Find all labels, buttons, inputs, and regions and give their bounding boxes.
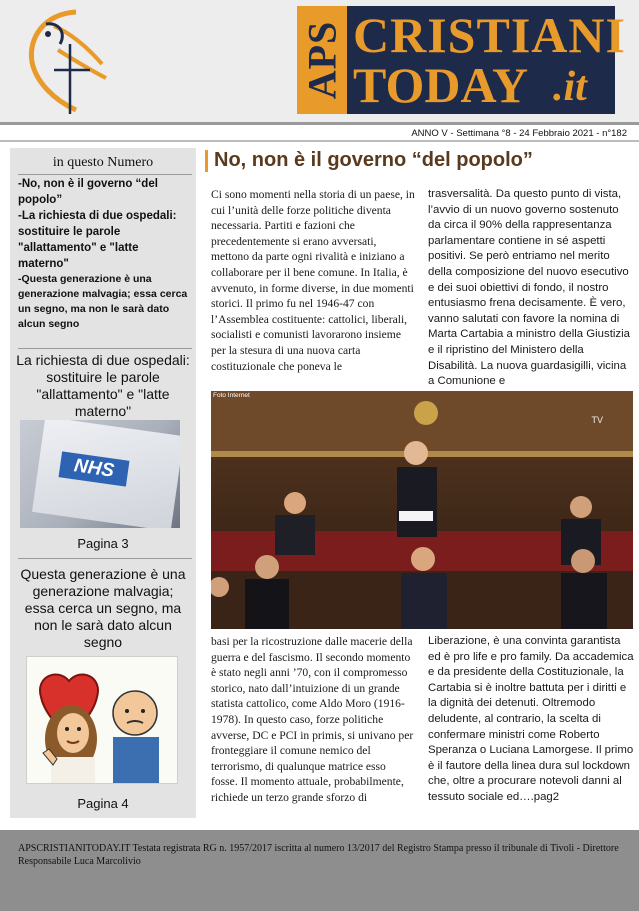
fish-cross-logo-icon	[14, 4, 114, 116]
article-column-2: trasversalità. Da questo punto di vista, l’avvio di un nuovo governo sostenuto da circa il 90% della rappresentanza parlamentare contiene in sé aspetti positivi. Se però entriamo nel merito della composizione del nuovo esecutivo e dei suoi obiettivi di fondo, il nostro entusiasmo frena decisamente. È vero, vanno salutati con favore la nomina di Marta Cartabia a ministro della Giustizia e il ripristino del Ministero della Disabilità. La nuova guardasigilli, vicina a Comunione e	[428, 188, 630, 388]
table-of-contents	[18, 176, 192, 332]
article-title[interactable]: No, non è il governo “del popolo”	[214, 149, 533, 171]
article-column-3: basi per la ricostruzione dalle macerie della guerra e del fascismo. Il secondo momento è stato negli anni ’70, con il compromesso storico, nato dall’intuizione di un grande statista cattolico, come Aldo Moro (1916-1978). In questo caso, forze politiche avverse, DC e PCI in primis, si univano per fronteggiare il comune nemico del terrorismo, di qualunque matrice esso fosse. Il momento attuale, probabilmente, richiede un terzo grande sforzo di	[211, 635, 414, 804]
masthead-cristiani: CRISTIANI	[353, 7, 626, 63]
footer-legal-text: APSCRISTIANITODAY.IT Testata registrata RG n. 1957/2017 iscritta al numero 13/2017 del Registro Stampa presso il tribunale di Tivoli - Direttore Responsabile Luca Marcolivio	[18, 843, 619, 867]
aps-label-box	[297, 6, 347, 114]
toc-item[interactable]: -La richiesta di due ospedali: sostituire le parole "allattamento" e "latte materno"	[18, 210, 177, 270]
article-column-4: Liberazione, è una convinta garantista ed è pro life e pro family. Da accademica e da presidente della Costituzionale, la Cartabia si è inoltre battuta per i diritti e la dignità dei detenuti. Oltremodo deludente, al contrario, la scelta di confermare ministri come Roberto Speranza o Luciana Lamorgese. Il primo è il fautore della linea dura sul lockdown che, oltre a procurare notevoli danni al tessuto sociale ed….pag2	[428, 635, 634, 803]
tv-logo: TV	[591, 415, 603, 425]
masthead-title-block	[297, 6, 626, 114]
issue-info: ANNO V - Settimana °8 - 24 Febbraio 2021 - n°182	[411, 128, 627, 139]
title-accent-bar	[205, 150, 208, 172]
masthead-header	[0, 0, 639, 124]
cartoon-image[interactable]	[26, 656, 178, 784]
sidebar-divider	[18, 558, 192, 559]
article-photo	[211, 391, 633, 629]
masthead-domain-suffix: .it	[553, 64, 587, 110]
photo-credit: Foto Internet	[213, 392, 250, 399]
aps-label: APS	[299, 20, 345, 100]
sidebar-heading: in questo Numero	[52, 155, 154, 170]
masthead-today: TODAY	[353, 57, 529, 113]
toc-item[interactable]: -Questa generazione è una generazione malvagia; essa cerca un segno, ma non le sarà dato alcun segno	[18, 273, 188, 330]
footer	[0, 830, 639, 911]
nhs-article-image[interactable]	[20, 420, 180, 528]
page-reference[interactable]: Pagina 4	[77, 796, 129, 811]
sidebar-divider	[18, 348, 192, 349]
header-divider	[0, 122, 639, 125]
header-divider-secondary	[0, 140, 639, 142]
toc-item[interactable]: -No, non è il governo “del popolo”	[18, 178, 158, 206]
article-column-1: Ci sono momenti nella storia di un paese, in cui l’unità delle forze politiche diventa necessaria. Partiti e fazioni che precedentemente si erano avversati, mettono da parte ogni rivalità e iniziano a collaborare per il bene comune. In Italia, è avvenuto, in forme diverse, in due momenti storici. Il primo fu nel 1946-47 con l’Assemblea costituente: cattolici, liberali, socialisti e comunisti lavorarono insieme per la stesura di una nuova carta costituzionale che poneva le	[211, 188, 415, 373]
sidebar-article-title[interactable]: Questa generazione è una generazione malvagia; essa cerca un segno, ma non le sarà dato alcun segno	[20, 566, 186, 650]
sidebar-divider	[18, 174, 192, 175]
cartoon-illustration	[27, 657, 178, 784]
senate-scene-illustration	[211, 391, 633, 629]
nhs-logo-text: NHS	[72, 455, 116, 482]
sidebar-article-title[interactable]: La richiesta di due ospedali: sostituire le parole "allattamento" e "latte materno"	[16, 352, 190, 419]
sidebar	[10, 148, 196, 818]
page-reference[interactable]: Pagina 3	[77, 536, 129, 551]
